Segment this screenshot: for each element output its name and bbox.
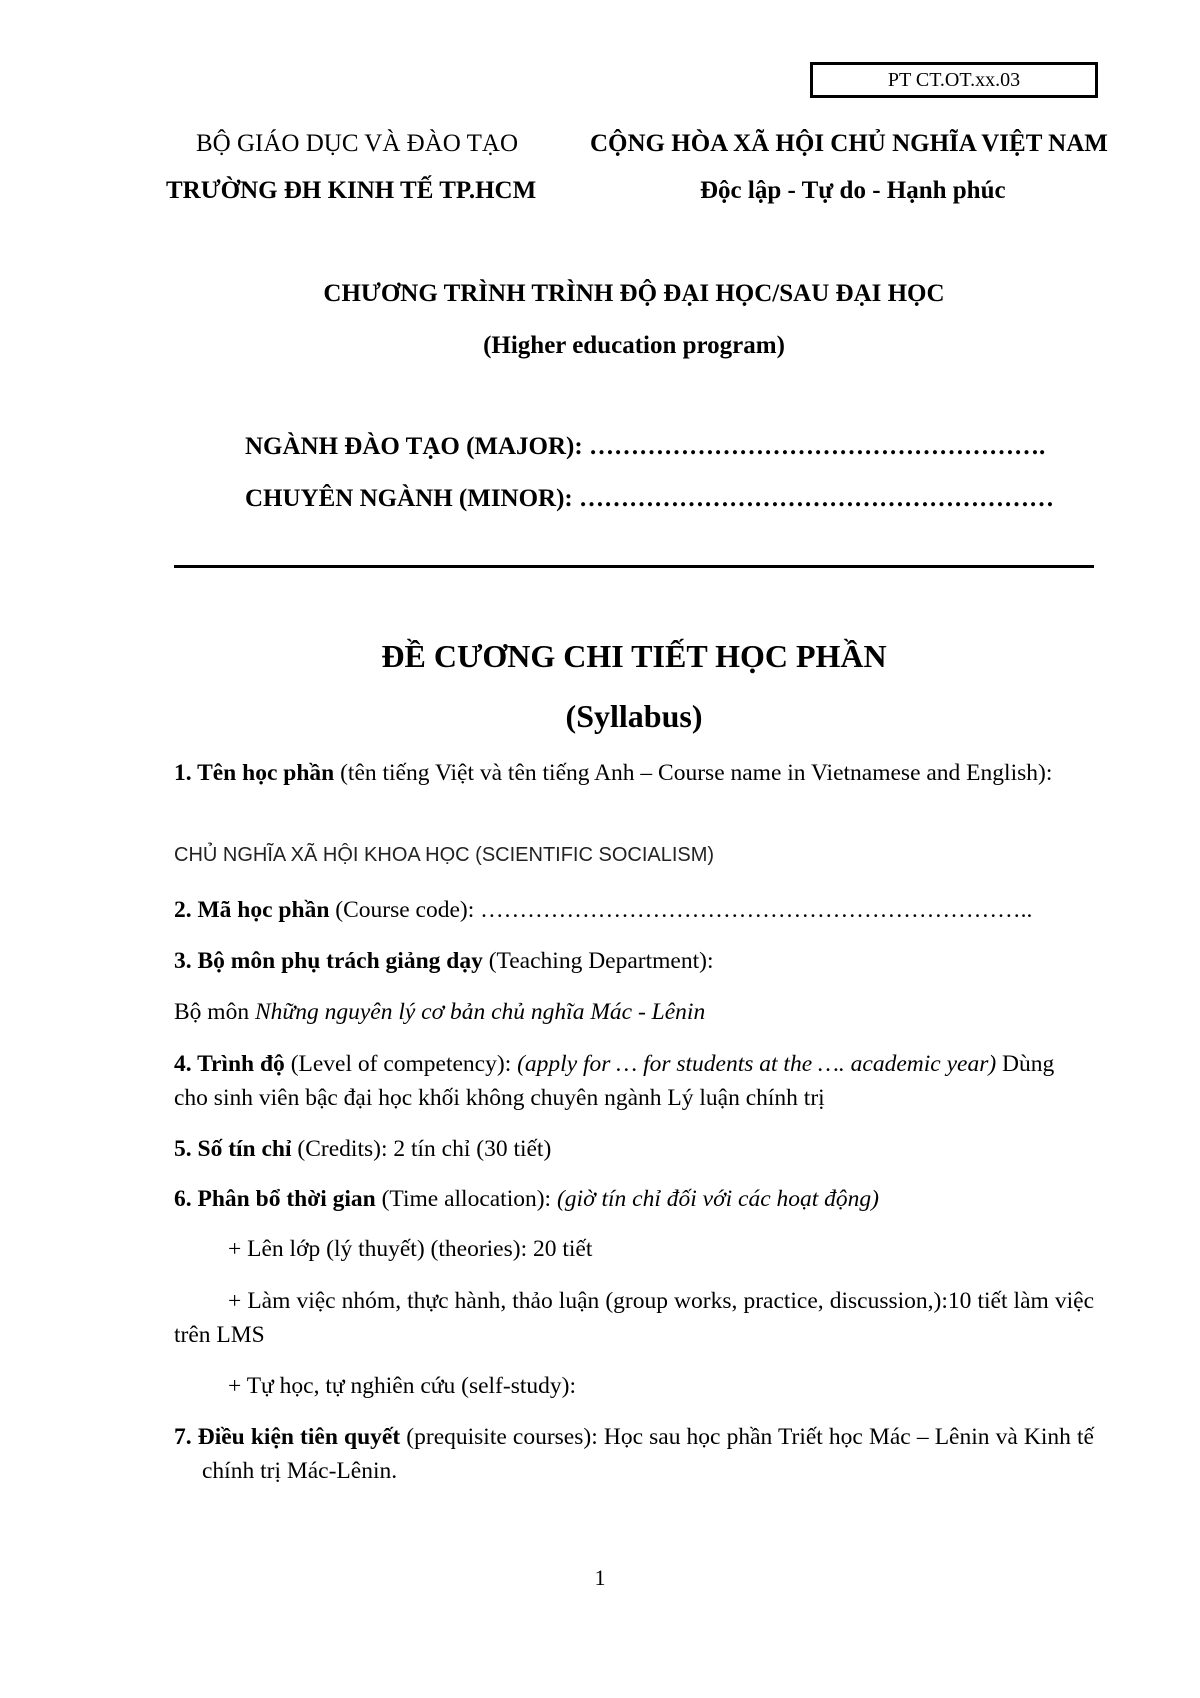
time-group-works: + Làm việc nhóm, thực hành, thảo luận (group works, practice, discussion,):10 tiết làm việc trên LMS: [174, 1288, 1094, 1348]
section-level: [174, 1047, 1094, 1115]
department-name: Những nguyên lý cơ bản chủ nghĩa Mác - Lênin: [254, 999, 706, 1025]
country-name: CỘNG HÒA XÃ HỘI CHỦ NGHĨA VIỆT NAM: [590, 130, 1108, 157]
section-6-label: 6. Phân bổ thời gian: [174, 1186, 376, 1212]
department-value: [174, 995, 1094, 1029]
section-prerequisites: [174, 1420, 1094, 1488]
section-1-label: 1. Tên học phần: [174, 760, 335, 786]
section-4-text: (Level of competency):: [284, 1051, 518, 1077]
course-name-value: CHỦ NGHĨA XÃ HỘI KHOA HỌC (SCIENTIFIC SOCIALISM): [174, 844, 715, 866]
section-time-allocation: [174, 1182, 1094, 1216]
ministry-name: BỘ GIÁO DỤC VÀ ĐÀO TẠO: [196, 130, 518, 157]
section-3-text: (Teaching Department):: [482, 948, 714, 974]
program-subtitle: (Higher education program): [483, 332, 785, 359]
header-divider: [174, 565, 1094, 568]
section-4-value: Dùng cho sinh viên bậc đại học khối không chuyên ngành Lý luận chính trị: [174, 1051, 1055, 1111]
minor-line: CHUYÊN NGÀNH (MINOR): …………………………………………………: [245, 485, 1054, 512]
page-number: 1: [594, 1565, 606, 1590]
time-theories: + Lên lớp (lý thuyết) (theories): 20 tiết: [228, 1236, 593, 1262]
syllabus-subtitle: (Syllabus): [565, 698, 703, 734]
section-7-label: 7. Điều kiện tiên quyết: [174, 1424, 401, 1450]
section-6-italic: (giờ tín chỉ đối với các hoạt động): [556, 1186, 880, 1212]
section-1-text: (tên tiếng Việt và tên tiếng Anh – Course name in Vietnamese and English):: [334, 760, 1053, 786]
syllabus-title: ĐỀ CƯƠNG CHI TIẾT HỌC PHẦN: [381, 638, 887, 674]
section-7-text: (prequisite courses): Học sau học phần Triết học Mác – Lênin và Kinh tế chính trị Mác-Lênin.: [202, 1424, 1094, 1484]
time-self-study: + Tự học, tự nghiên cứu (self-study):: [228, 1373, 576, 1399]
section-course-code: [174, 893, 1094, 927]
department-prefix: Bộ môn: [174, 999, 255, 1025]
national-motto: Độc lập - Tự do - Hạnh phúc: [700, 177, 1006, 204]
section-5-label: 5. Số tín chỉ: [174, 1136, 292, 1162]
section-credits: [174, 1132, 1094, 1166]
section-6-text: (Time allocation):: [375, 1186, 557, 1212]
document-code-box: [810, 62, 1098, 98]
university-name: TRƯỜNG ĐH KINH TẾ TP.HCM: [166, 177, 537, 204]
section-2-label: 2. Mã học phần: [174, 897, 330, 923]
program-title: CHƯƠNG TRÌNH TRÌNH ĐỘ ĐẠI HỌC/SAU ĐẠI HỌC: [323, 280, 945, 307]
major-line: NGÀNH ĐÀO TẠO (MAJOR): ……………………………………………….: [245, 433, 1046, 460]
document-code: PT CT.OT.xx.03: [887, 69, 1021, 91]
section-2-text: (Course code): ……………………………………………………………..: [329, 897, 1033, 923]
section-department: [174, 944, 1094, 978]
section-5-text: (Credits): 2 tín chỉ (30 tiết): [291, 1136, 552, 1162]
section-4-label: 4. Trình độ: [174, 1051, 285, 1077]
section-4-italic: (apply for … for students at the …. academic year): [517, 1051, 997, 1077]
section-course-name: [174, 756, 1094, 790]
section-3-label: 3. Bộ môn phụ trách giảng dạy: [174, 948, 483, 974]
